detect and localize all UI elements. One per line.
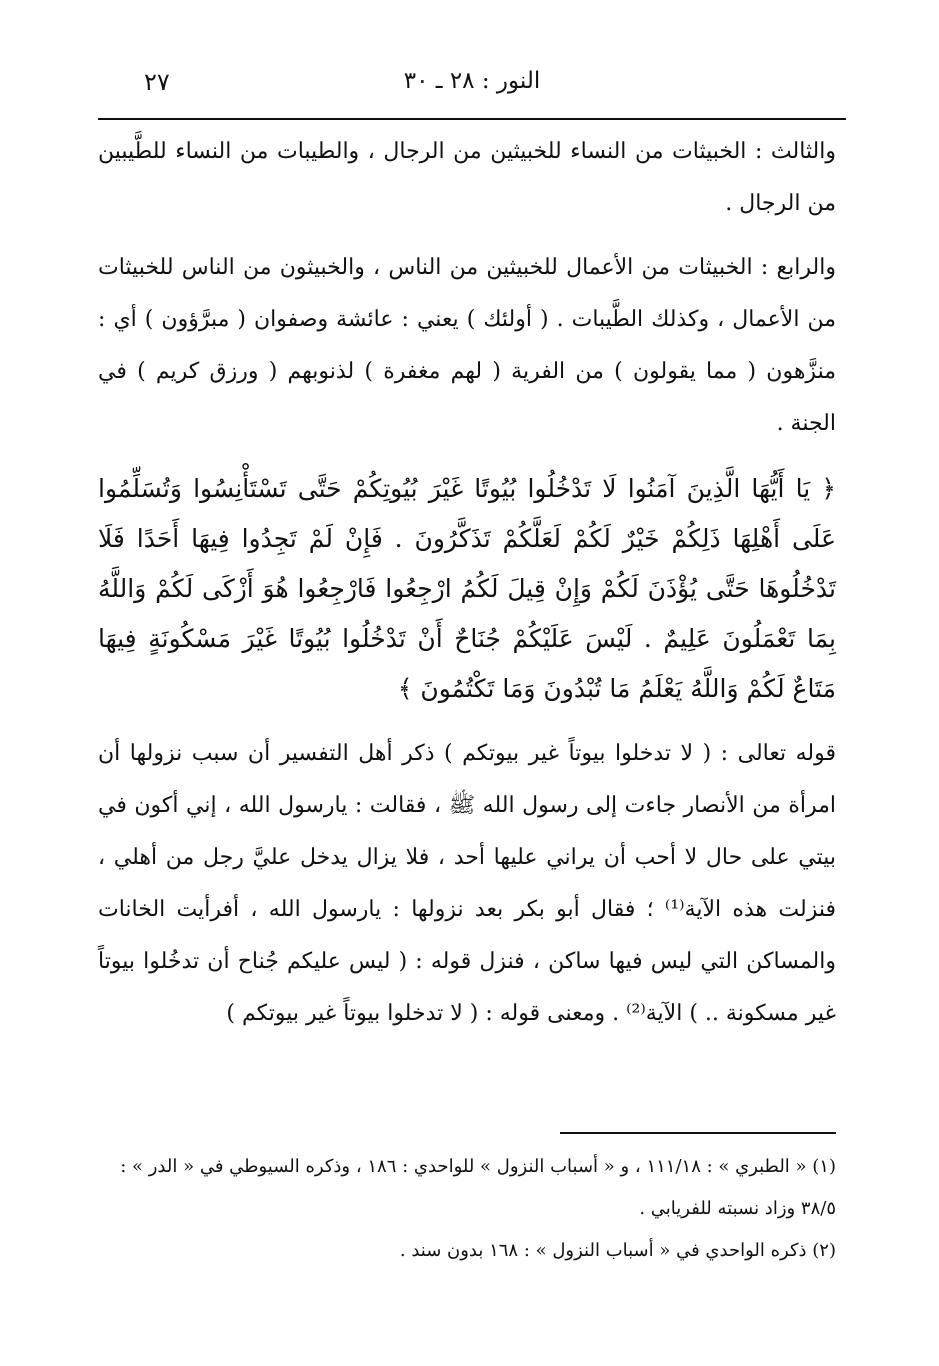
running-title: النور : ٢٨ ـ ٣٠	[403, 68, 541, 94]
main-text	[98, 126, 836, 1040]
paragraph-commentary: قوله تعالى : ( لا تدخلوا بيوتاً غير بيوتكم ) ذكر أهل التفسير أن سبب نزولها أن امرأة من الأنصار جاءت إلى رسول الله ﷺ ، فقالت : يارسول الله ، إني أكون في بيتي على حال لا أحب أن يراني عليها أحد ، فلا يزال يدخل عليَّ رجل من أهلي ، فنزلت هذه الآية⁽¹⁾ ؛ فقال أبو بكر بعد نزولها : يارسول الله ، أفرأيت الخانات والمساكن التي ليس فيها ساكن ، فنزل قوله : ( ليس عليكم جُناح أن تدخُلوا بيوتاً غير مسكونة .. ) الآية⁽²⁾ . ومعنى قوله : ( لا تدخلوا بيوتاً غير بيوتكم )	[98, 741, 836, 1026]
page-header	[98, 66, 846, 120]
footnote-rule	[560, 1132, 836, 1134]
footnotes	[100, 1146, 836, 1272]
page-number: ٢٧	[144, 68, 170, 96]
footnote-1: (١) « الطبري » : ١١١/١٨ ، و « أسباب النزول » للواحدي : ١٨٦ ، وذكره السيوطي في « الدر » : ٣٨/٥ وزاد نسبته للفريابي .	[120, 1156, 836, 1219]
paragraph-third-meaning: والثالث : الخبيثات من النساء للخبيثين من الرجال ، والطيبات من النساء للطَّيبين من الرجال .	[98, 139, 836, 216]
quran-verse: ﴿ يَا أَيُّهَا الَّذِينَ آمَنُوا لَا تَدْخُلُوا بُيُوتًا غَيْرَ بُيُوتِكُمْ حَتَّى تَسْتَأْنِسُوا وَتُسَلِّمُوا عَلَى أَهْلِهَا ذَلِكُمْ خَيْرٌ لَكُمْ لَعَلَّكُمْ تَذَكَّرُونَ . فَإِنْ لَمْ تَجِدُوا فِيهَا أَحَدًا فَلَا تَدْخُلُوهَا حَتَّى يُؤْذَنَ لَكُمْ وَإِنْ قِيلَ لَكُمُ ارْجِعُوا فَارْجِعُوا هُوَ أَزْكَى لَكُمْ وَاللَّهُ بِمَا تَعْمَلُونَ عَلِيمٌ . لَيْسَ عَلَيْكُمْ جُنَاحٌ أَنْ تَدْخُلُوا بُيُوتًا غَيْرَ مَسْكُونَةٍ فِيهَا مَتَاعٌ لَكُمْ وَاللَّهُ يَعْلَمُ مَا تُبْدُونَ وَمَا تَكْتُمُونَ ﴾	[98, 474, 836, 703]
header-rule	[98, 118, 846, 120]
footnote-2: (٢) ذكره الواحدي في « أسباب النزول » : ١٦٨ بدون سند .	[399, 1240, 836, 1261]
paragraph-fourth-meaning: والرابع : الخبيثات من الأعمال للخبيثين من الناس ، والخبيثون من الناس للخبيثات من الأعمال ، وكذلك الطَّيبات . ( أولئك ) يعني : عائشة وصفوان ( مبرَّؤون ) أي : منزَّهون ( مما يقولون ) من الفرية ( لهم مغفرة ) لذنوبهم ( ورزق كريم ) في الجنة .	[98, 255, 836, 436]
